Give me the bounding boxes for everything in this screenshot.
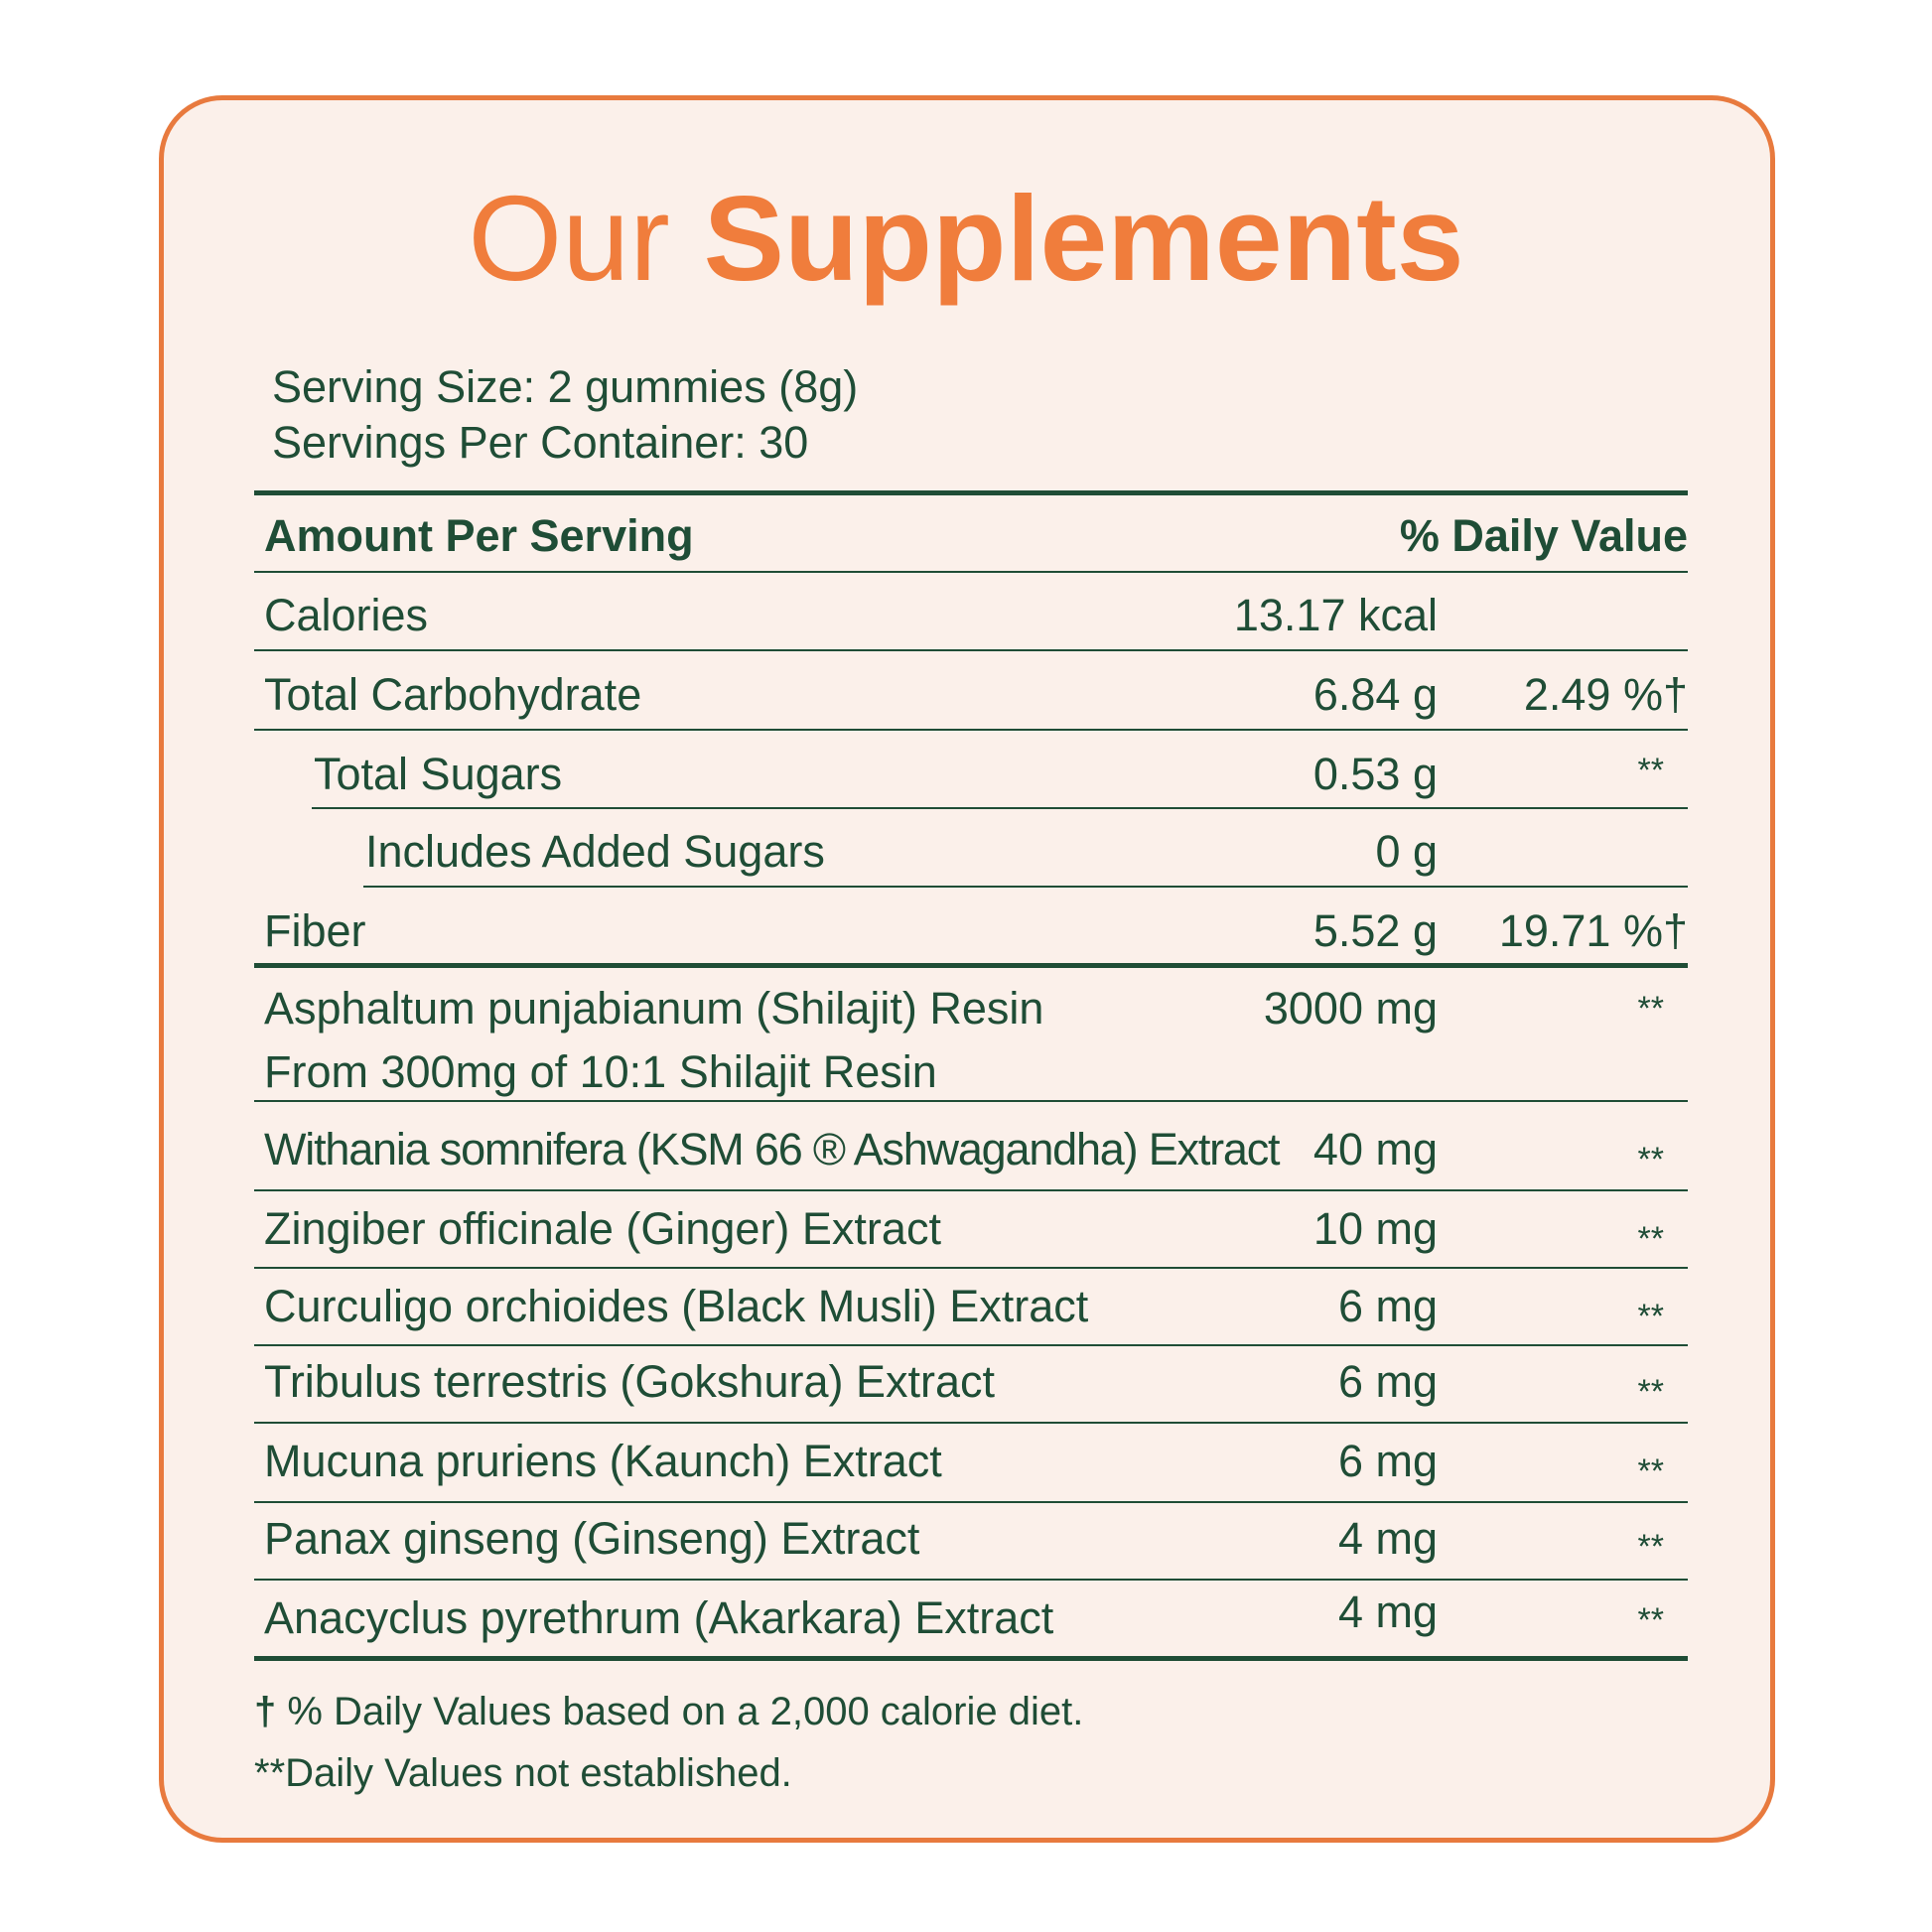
daily-value-not-established: ** <box>1637 752 1664 789</box>
title-light: Our <box>468 171 670 306</box>
row-divider <box>254 1422 1688 1424</box>
row-divider <box>363 886 1688 888</box>
row-divider <box>254 1267 1688 1269</box>
ingredient-amount: 3000 mg <box>1263 983 1438 1034</box>
row-divider <box>312 807 1688 809</box>
dagger-symbol: † <box>254 1690 277 1733</box>
ingredient-name: Withania somnifera (KSM 66 ® Ashwagandha) Extract <box>264 1124 1280 1174</box>
daily-value-not-established: ** <box>1637 1601 1664 1639</box>
row-divider <box>254 1100 1688 1102</box>
ingredient-amount: 6 mg <box>1337 1356 1438 1407</box>
header-daily-value: % Daily Value <box>1399 510 1688 561</box>
header-amount: Amount Per Serving <box>264 510 694 561</box>
ingredient-amount: 40 mg <box>1312 1124 1438 1174</box>
nutrient-amount: 0.53 g <box>1312 749 1438 799</box>
row-divider <box>254 1344 1688 1346</box>
nutrient-name: Total Carbohydrate <box>264 669 642 720</box>
ingredient-amount: 4 mg <box>1337 1587 1438 1637</box>
bottom-rule <box>254 1656 1688 1661</box>
supplement-facts-card <box>159 95 1775 1843</box>
ingredient-name: Tribulus terrestris (Gokshura) Extract <box>264 1356 995 1407</box>
daily-value-not-established: ** <box>1637 1452 1664 1490</box>
footnote-not-established: **Daily Values not established. <box>254 1751 792 1795</box>
ingredient-name: Panax ginseng (Ginseng) Extract <box>264 1513 920 1564</box>
ingredient-note: From 300mg of 10:1 Shilajit Resin <box>264 1046 937 1097</box>
daily-value-not-established: ** <box>1637 1141 1664 1178</box>
footnote-daily-value <box>254 1686 1083 1737</box>
ingredient-name: Anacyclus pyrethrum (Akarkara) Extract <box>264 1592 1054 1643</box>
row-divider <box>254 1189 1688 1191</box>
servings-per-container: Servings Per Container: 30 <box>272 417 809 468</box>
ingredient-name: Mucuna pruriens (Kaunch) Extract <box>264 1436 942 1486</box>
row-divider <box>254 1501 1688 1503</box>
nutrient-amount: 5.52 g <box>1312 905 1438 956</box>
ingredient-name: Asphaltum punjabianum (Shilajit) Resin <box>264 983 1044 1034</box>
ingredient-amount: 6 mg <box>1337 1281 1438 1331</box>
row-divider <box>254 649 1688 651</box>
footnote-daily-value-text: % Daily Values based on a 2,000 calorie diet. <box>287 1690 1084 1733</box>
ingredient-amount: 10 mg <box>1312 1203 1438 1254</box>
row-divider <box>254 729 1688 731</box>
ingredient-name: Zingiber officinale (Ginger) Extract <box>264 1203 941 1254</box>
row-divider <box>254 1579 1688 1581</box>
nutrient-name: Includes Added Sugars <box>365 826 825 877</box>
ingredient-amount: 6 mg <box>1337 1436 1438 1486</box>
serving-size: Serving Size: 2 gummies (8g) <box>272 361 859 412</box>
nutrient-name: Fiber <box>264 905 366 956</box>
nutrient-amount: 6.84 g <box>1312 669 1438 720</box>
daily-value-not-established: ** <box>1637 1220 1664 1258</box>
nutrient-daily-value: 2.49 %† <box>1523 669 1688 720</box>
nutrient-name: Calories <box>264 590 429 640</box>
ingredient-amount: 4 mg <box>1337 1513 1438 1564</box>
daily-value-not-established: ** <box>1637 1298 1664 1335</box>
ingredient-name: Curculigo orchioides (Black Musli) Extract <box>264 1281 1089 1331</box>
title-bold: Supplements <box>703 171 1464 306</box>
nutrient-amount: 13.17 kcal <box>1233 590 1438 640</box>
nutrient-daily-value: 19.71 %† <box>1498 905 1688 956</box>
nutrient-name: Total Sugars <box>314 749 563 799</box>
daily-value-not-established: ** <box>1637 1528 1664 1566</box>
daily-value-not-established: ** <box>1637 1373 1664 1411</box>
section-rule <box>254 963 1688 968</box>
header-divider <box>254 571 1688 573</box>
top-rule <box>254 490 1688 495</box>
daily-value-not-established: ** <box>1637 990 1664 1028</box>
page-title <box>0 169 1932 308</box>
nutrient-amount: 0 g <box>1375 826 1438 877</box>
